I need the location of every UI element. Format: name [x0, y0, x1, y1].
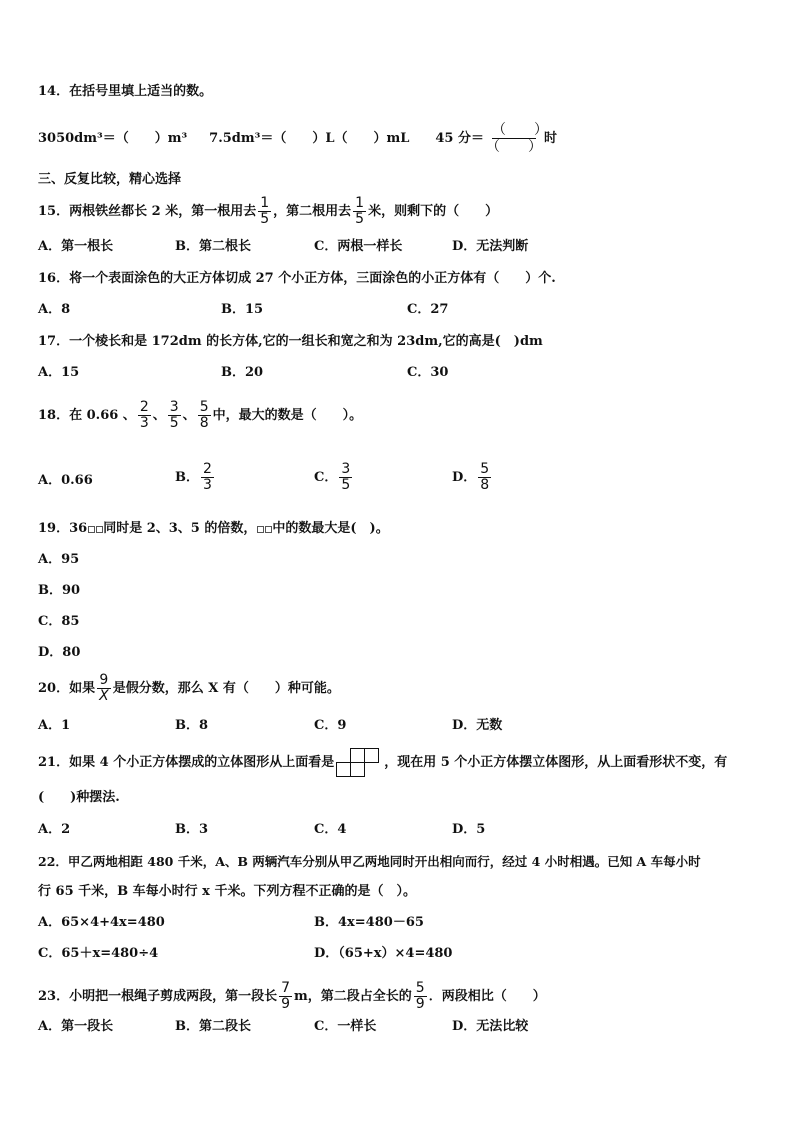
- q15-option-b[interactable]: B．第二根长: [175, 239, 251, 254]
- q18-option-d-label: D．: [452, 469, 477, 485]
- q16-option-b[interactable]: B．15: [221, 302, 264, 317]
- q18-option-c-label: C．: [314, 469, 338, 485]
- q15-option-a[interactable]: A．第一根长: [38, 239, 114, 254]
- q19-post: 同时是 2、3、5 的倍数，: [103, 521, 257, 536]
- q22-option-d[interactable]: D．（65+x）×4=480: [314, 946, 453, 961]
- q18-option-c-fraction: $\frac{3}{5}$: [341, 461, 351, 493]
- q18-option-c[interactable]: [314, 462, 354, 493]
- digit-box-icon: [265, 526, 272, 533]
- digit-box-icon: [257, 526, 264, 533]
- digit-box-icon: [88, 526, 95, 533]
- question-16-text: 16．将一个表面涂色的大正方体切成 27 个小正方体，三面涂色的小正方体有（ ）个.: [38, 271, 556, 286]
- q18-sep-1: 、: [152, 407, 166, 423]
- q18-fraction-3: $\frac{5}{8}$: [199, 399, 209, 431]
- q20-option-b[interactable]: B．8: [175, 718, 209, 733]
- q14-fraction-blank: $\frac{( )}{( )}$: [486, 122, 548, 155]
- q15-option-c[interactable]: C．两根一样长: [314, 239, 403, 254]
- q14-part1: 3050dm³＝（ ）m³: [38, 130, 188, 146]
- q20-post: 是假分数，那么 X 有（ ）种可能。: [112, 680, 340, 696]
- q18-fraction-1: $\frac{2}{3}$: [139, 399, 149, 431]
- q18-option-d-fraction: $\frac{5}{8}$: [480, 461, 490, 493]
- q15-fraction-2: $\frac{1}{5}$: [355, 195, 365, 227]
- top-view-square: [350, 762, 365, 777]
- q16-option-c[interactable]: C．27: [407, 302, 449, 317]
- q15-pre: 15．两根铁丝都长 2 米，第一根用去: [38, 203, 257, 219]
- q18-post: 中，最大的数是（ ）。: [212, 407, 363, 423]
- question-21-line-2: ( )种摆法.: [38, 790, 120, 805]
- q23-option-a[interactable]: A．第一段长: [38, 1019, 114, 1034]
- q17-option-b[interactable]: B．20: [221, 365, 264, 380]
- q23-fraction-2: $\frac{5}{9}$: [415, 980, 425, 1012]
- q19-option-a[interactable]: A．95: [38, 552, 80, 567]
- q20-fraction: $\frac{9}{X}$: [99, 672, 109, 704]
- question-15-text: [38, 196, 498, 227]
- q22-option-c[interactable]: C．65＋x=480÷4: [38, 946, 159, 961]
- q20-pre: 20．如果: [38, 680, 96, 696]
- q22-option-a[interactable]: A．65×4+4x=480: [38, 915, 165, 930]
- q15-mid: ，第二根用去: [273, 203, 352, 219]
- question-19-text: [38, 521, 389, 537]
- q19-option-d[interactable]: D．80: [38, 645, 81, 660]
- q20-option-d[interactable]: D．无数: [452, 718, 503, 733]
- q19-pre: 19．36: [38, 521, 88, 536]
- top-view-square: [364, 748, 379, 763]
- q14-part2: 7.5dm³＝（ ）L（ ）mL: [209, 130, 410, 146]
- q21-post: ，现在用 5 个小正方体摆立体图形，从上面看形状不变，有: [384, 755, 728, 770]
- q23-pre: 23．小明把一根绳子剪成两段，第一段长: [38, 988, 278, 1004]
- question-21-text: [38, 746, 727, 780]
- section-heading: 三、反复比较，精心选择: [38, 172, 182, 187]
- question-22-line-1: 22．甲乙两地相距 480 千米，A、B 两辆汽车分别从甲乙两地同时开出相向而行，经过 4 小时相遇。已知 A 车每小时: [38, 854, 701, 869]
- question-22-line-2: 行 65 千米，B 车每小时行 x 千米。下列方程不正确的是（ ）。: [38, 884, 416, 899]
- q19-option-c[interactable]: C．85: [38, 614, 80, 629]
- q14-part3-suffix: 时: [544, 130, 558, 146]
- digit-box-icon: [96, 526, 103, 533]
- q18-pre: 18．在 0.66 、: [38, 407, 136, 423]
- q23-option-c[interactable]: C．一样长: [314, 1019, 377, 1034]
- q18-fraction-2: $\frac{3}{5}$: [169, 399, 179, 431]
- q16-option-a[interactable]: A．8: [38, 302, 71, 317]
- q21-option-a[interactable]: A．2: [38, 822, 71, 837]
- q15-post: 米，则剩下的（ ）: [368, 203, 499, 219]
- q21-option-d[interactable]: D．5: [452, 822, 486, 837]
- q18-option-a[interactable]: A．0.66: [38, 473, 93, 488]
- q23-post: ．两段相比（ ）: [428, 988, 546, 1004]
- question-17-text: 17．一个棱长和是 172dm 的长方体,它的一组长和宽之和为 23dm,它的高是( )dm: [38, 334, 543, 349]
- q15-fraction-1: $\frac{1}{5}$: [260, 195, 270, 227]
- q18-option-b-fraction: $\frac{2}{3}$: [203, 461, 212, 493]
- question-18-text: [38, 400, 362, 431]
- question-14-text: 14．在括号里填上适当的数。: [38, 84, 213, 99]
- q22-option-b[interactable]: B．4x=480－65: [314, 915, 424, 930]
- q18-sep-2: 、: [182, 407, 196, 423]
- q18-option-d[interactable]: [452, 462, 493, 493]
- q23-option-d[interactable]: D．无法比较: [452, 1019, 529, 1034]
- q23-option-b[interactable]: B．第二段长: [175, 1019, 251, 1034]
- q23-mid: m，第二段占全长的: [294, 988, 412, 1004]
- top-view-square: [336, 762, 351, 777]
- q20-option-c[interactable]: C．9: [314, 718, 347, 733]
- q17-option-c[interactable]: C．30: [407, 365, 449, 380]
- q19-post-2: 中的数最大是( )。: [272, 521, 389, 536]
- question-14-blanks: [38, 122, 557, 155]
- question-23-text: [38, 981, 546, 1012]
- q15-option-d[interactable]: D．无法判断: [452, 239, 529, 254]
- question-20-text: [38, 673, 340, 704]
- q21-option-b[interactable]: B．3: [175, 822, 209, 837]
- q21-option-c[interactable]: C．4: [314, 822, 347, 837]
- q20-option-a[interactable]: A．1: [38, 718, 71, 733]
- q18-option-b-label: B．: [175, 469, 199, 485]
- q17-option-a[interactable]: A．15: [38, 365, 80, 380]
- top-view-diagram: [335, 746, 383, 780]
- top-view-square: [350, 748, 365, 763]
- q19-option-b[interactable]: B．90: [38, 583, 81, 598]
- q14-part3-prefix: 45 分＝: [435, 130, 484, 146]
- q21-pre: 21．如果 4 个小正方体摆成的立体图形从上面看是: [38, 755, 335, 770]
- q23-fraction-1: $\frac{7}{9}$: [281, 980, 291, 1012]
- q18-option-b[interactable]: [175, 462, 216, 493]
